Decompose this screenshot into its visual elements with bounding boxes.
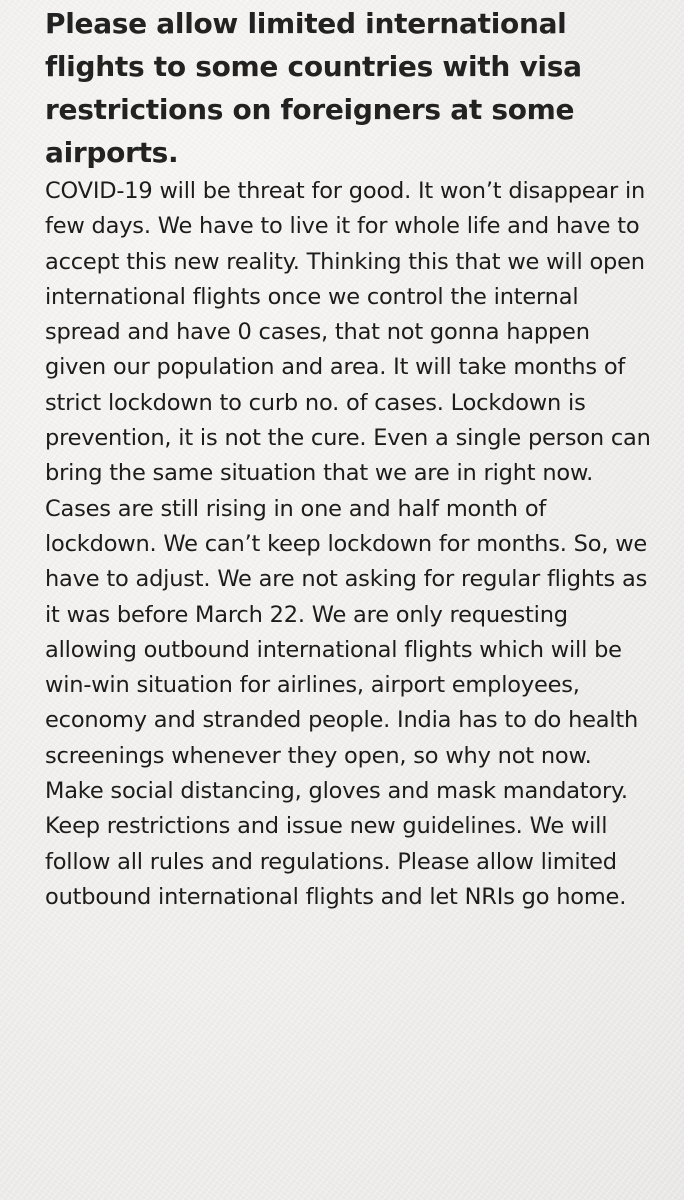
note-content <box>45 2 655 915</box>
note-title: Please allow limited international flights to some countries with visa restrictions on foreigners at some airports. <box>45 7 582 169</box>
note-body-text: COVID-19 will be threat for good. It won’t disappear in few days. We have to live it for whole life and have to accept this new reality. Thinking this that we will open international flights once we control the internal spread and have 0 cases, that not gonna happen given our population and area. It will take months of strict lockdown to curb no. of cases. Lockdown is prevention, it is not the cure. Even a single person can bring the same situation that we are in right now. Cases are still rising in one and half month of lockdown. We can’t keep lockdown for months. So, we have to adjust. We are not asking for regular flights as it was before March 22. We are only requesting allowing outbound international flights which will be win-win situation for airlines, airport employees, economy and stranded people. India has to do health screenings whenever they open, so why not now. Make social distancing, gloves and mask mandatory. Keep restrictions and issue new guidelines. We will follow all rules and regulations. Please allow limited outbound international flights and let NRIs go home. <box>45 178 651 910</box>
